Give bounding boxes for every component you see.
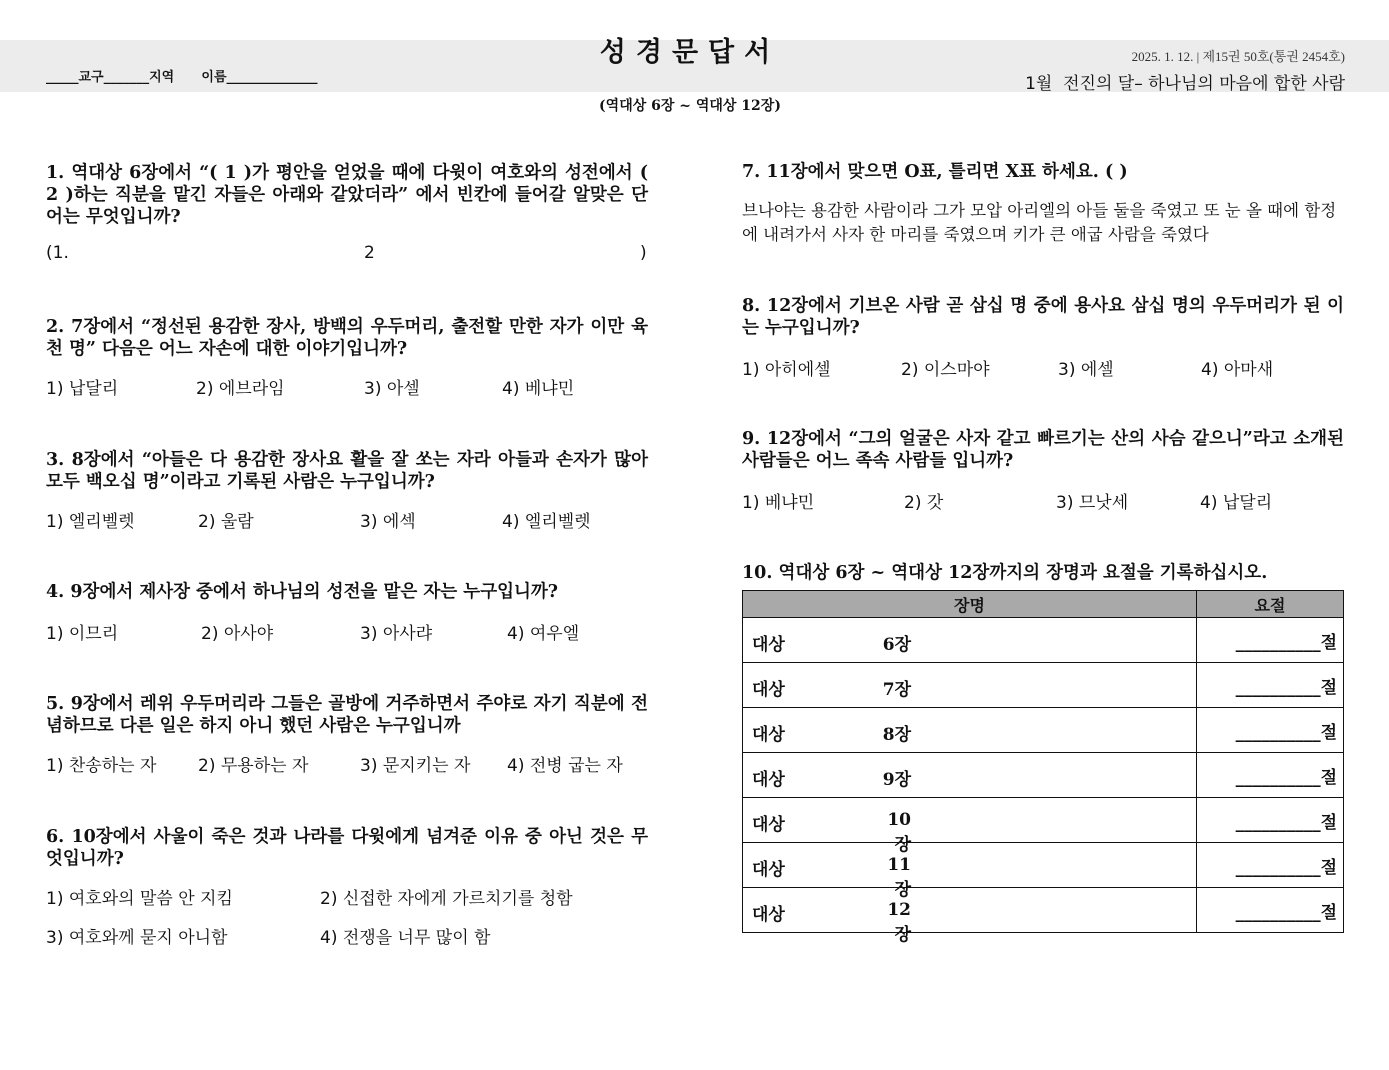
table-row bbox=[743, 888, 1344, 933]
chapter-cell bbox=[743, 753, 1197, 798]
question-7: 7. 11장에서 맞으면 O표, 틀리면 X표 하세요. ( ) bbox=[742, 162, 1128, 182]
table-row bbox=[743, 708, 1344, 753]
option-2: 2) 아사야 bbox=[201, 624, 274, 644]
question-6-options-row1 bbox=[46, 884, 648, 909]
verse-blank: __________절 bbox=[1197, 663, 1344, 708]
issue-info: 2025. 1. 12. | 제15권 50호(통권 2454호) bbox=[1131, 49, 1345, 64]
option-1: 1) 이므리 bbox=[46, 624, 119, 644]
region-name-line: _____교구_______지역 이름______________ bbox=[46, 70, 318, 85]
chapter-cell bbox=[743, 708, 1197, 753]
option-2: 2) 이스마야 bbox=[901, 360, 990, 380]
question-1: 1. 역대상 6장에서 “( 1 )가 평안을 얻었을 때에 다윗이 여호와의 성전에서 ( 2 )하는 직분을 맡긴 자들은 아래와 같았더라” 에서 빈칸에 들어갈 알맞은 단어는 무엇입니까? bbox=[46, 163, 648, 227]
question-4-options bbox=[46, 619, 648, 644]
option-3: 3) 에섹 bbox=[360, 512, 416, 532]
verse-blank: __________절 bbox=[1197, 708, 1344, 753]
question-6: 6. 10장에서 사울이 죽은 것과 나라를 다윗에게 넘겨준 이유 중 아닌 것은 무엇입니까? bbox=[46, 827, 648, 869]
verse-blank: __________절 bbox=[1197, 843, 1344, 888]
book-name: 대상 bbox=[752, 860, 785, 880]
chapter-number: 8장 bbox=[882, 725, 911, 745]
chapter-cell bbox=[743, 843, 1197, 900]
option-3: 3) 에셀 bbox=[1058, 360, 1114, 380]
table-row bbox=[743, 663, 1344, 708]
page-title: 성경문답서 bbox=[599, 37, 781, 68]
question-6-options-row2 bbox=[46, 923, 648, 948]
verse-blank: __________절 bbox=[1197, 888, 1344, 933]
option-3: 3) 므낫세 bbox=[1056, 493, 1129, 513]
page-subtitle: (역대상 6장 ~ 역대상 12장) bbox=[599, 98, 781, 114]
option-1: 1) 찬송하는 자 bbox=[46, 756, 157, 776]
question-4: 4. 9장에서 제사장 중에서 하나님의 성전을 맡은 자는 누구입니까? bbox=[46, 582, 559, 602]
month-theme: 1월 전진의 달– 하나님의 마음에 합한 사람 bbox=[1025, 74, 1345, 94]
option-3: 3) 문지키는 자 bbox=[360, 756, 471, 776]
option-3: 3) 아사랴 bbox=[360, 624, 433, 644]
blank-2-label: 2 bbox=[364, 243, 375, 263]
chapter-verse-table bbox=[742, 590, 1344, 945]
book-name: 대상 bbox=[752, 770, 785, 790]
question-9-options bbox=[742, 488, 1344, 513]
column-header-verse: 요절 bbox=[1197, 591, 1344, 618]
question-8-options bbox=[742, 355, 1344, 380]
book-name: 대상 bbox=[752, 725, 785, 745]
blank-close: ) bbox=[640, 243, 647, 263]
option-1: 1) 엘리벨렛 bbox=[46, 512, 135, 532]
chapter-number: 6장 bbox=[882, 635, 911, 655]
verse-blank: __________절 bbox=[1197, 618, 1344, 663]
table-row bbox=[743, 618, 1344, 663]
question-1-blanks bbox=[46, 243, 648, 265]
question-2-options bbox=[46, 374, 648, 399]
chapter-number: 12장 bbox=[887, 900, 911, 945]
option-4: 4) 전병 굽는 자 bbox=[507, 756, 623, 776]
table-row bbox=[743, 843, 1344, 888]
option-1: 1) 납달리 bbox=[46, 379, 119, 399]
option-4: 4) 엘리벨렛 bbox=[502, 512, 591, 532]
book-name: 대상 bbox=[752, 815, 785, 835]
table-header-row bbox=[743, 591, 1344, 618]
question-10: 10. 역대상 6장 ~ 역대상 12장까지의 장명과 요절을 기록하십시오. bbox=[742, 563, 1268, 583]
verse-blank: __________절 bbox=[1197, 753, 1344, 798]
option-2: 2) 울람 bbox=[198, 512, 254, 532]
chapter-number: 10장 bbox=[887, 810, 911, 855]
question-5: 5. 9장에서 레위 우두머리라 그들은 골방에 거주하면서 주야로 자기 직분에 전념하므로 다른 일은 하지 아니 했던 사람은 누구입니까 bbox=[46, 694, 648, 736]
question-8: 8. 12장에서 기브온 사람 곧 삼십 명 중에 용사요 삼십 명의 우두머리가 된 이는 누구입니까? bbox=[742, 296, 1344, 338]
chapter-cell bbox=[743, 663, 1197, 708]
option-4: 4) 여우엘 bbox=[507, 624, 580, 644]
table-row bbox=[743, 753, 1344, 798]
chapter-cell bbox=[743, 888, 1197, 945]
chapter-cell bbox=[743, 618, 1197, 663]
option-3: 3) 여호와께 묻지 아니함 bbox=[46, 928, 228, 948]
option-2: 2) 갓 bbox=[904, 493, 944, 513]
chapter-number: 7장 bbox=[882, 680, 911, 700]
option-1: 1) 베냐민 bbox=[742, 493, 815, 513]
option-3: 3) 아셀 bbox=[364, 379, 420, 399]
option-1: 1) 아히에셀 bbox=[742, 360, 831, 380]
option-1: 1) 여호와의 말씀 안 지킴 bbox=[46, 889, 233, 909]
option-4: 4) 베냐민 bbox=[502, 379, 575, 399]
question-3-options bbox=[46, 507, 648, 532]
column-header-chapter: 장명 bbox=[743, 591, 1197, 618]
option-2: 2) 신접한 자에게 가르치기를 청함 bbox=[320, 889, 573, 909]
chapter-number: 11장 bbox=[887, 855, 911, 900]
question-2: 2. 7장에서 “정선된 용감한 장사, 방백의 우두머리, 출전할 만한 자가 이만 육천 명” 다음은 어느 자손에 대한 이야기입니까? bbox=[46, 317, 648, 359]
book-name: 대상 bbox=[752, 905, 785, 925]
book-name: 대상 bbox=[752, 635, 785, 655]
option-2: 2) 에브라임 bbox=[196, 379, 285, 399]
question-5-options bbox=[46, 751, 648, 776]
option-4: 4) 전쟁을 너무 많이 함 bbox=[320, 928, 491, 948]
verse-blank: __________절 bbox=[1197, 798, 1344, 843]
blank-1-label: (1. bbox=[46, 243, 69, 263]
question-3: 3. 8장에서 “아들은 다 용감한 장사요 활을 잘 쏘는 자라 아들과 손자가 많아 모두 백오십 명”이라고 기록된 사람은 누구입니까? bbox=[46, 450, 648, 492]
option-4: 4) 납달리 bbox=[1200, 493, 1273, 513]
chapter-number: 9장 bbox=[882, 770, 911, 790]
option-4: 4) 아마새 bbox=[1201, 360, 1274, 380]
question-9: 9. 12장에서 “그의 얼굴은 사자 같고 빠르기는 산의 사슴 같으니”라고 소개된 사람들은 어느 족속 사람들 입니까? bbox=[742, 429, 1344, 471]
chapter-cell bbox=[743, 798, 1197, 855]
table-row bbox=[743, 798, 1344, 843]
book-name: 대상 bbox=[752, 680, 785, 700]
question-7-passage: 브나야는 용감한 사람이라 그가 모압 아리엘의 아들 둘을 죽였고 또 눈 올 때에 함정에 내려가서 사자 한 마리를 죽였으며 키가 큰 애굽 사람을 죽였다 bbox=[742, 201, 1337, 244]
option-2: 2) 무용하는 자 bbox=[198, 756, 309, 776]
